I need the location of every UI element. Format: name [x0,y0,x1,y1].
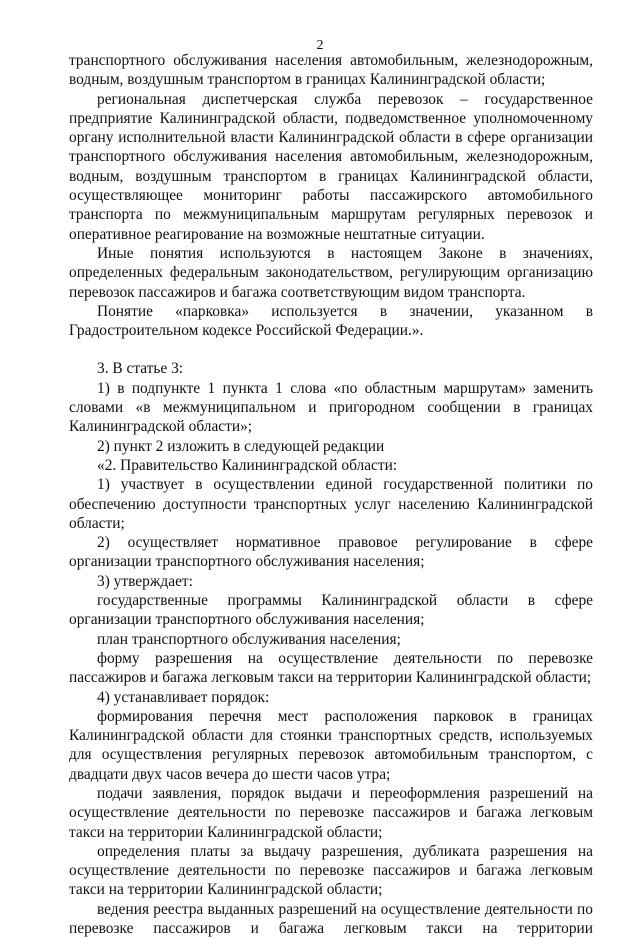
paragraph: Понятие «парковка» используется в значении, указанном в Градостроительном кодексе Российской Федерации.». [69,302,593,340]
paragraph: 1) в подпункте 1 пункта 1 слова «по областным маршрутам» заменить словами «в межмуниципальном и пригородном сообщении в границах Калининградской области»; [69,379,593,436]
paragraph: 4) устанавливает порядок: [97,688,270,706]
paragraph: транспортного обслуживания населения автомобильным, железнодорожным, водным, воздушным транспортом в границах Калининградской области; [69,52,593,89]
paragraph: «2. Правительство Калининградской области: [97,456,398,474]
paragraph: план транспортного обслуживания населения; [97,630,401,648]
document-body [69,51,593,938]
paragraph: подачи заявления, порядок выдачи и переоформления разрешений на осуществление деятельности по перевозке пассажиров и багажа легковым такси на территории Калининградской области; [69,784,593,841]
paragraph: 2) осуществляет нормативное правовое регулирование в сфере организации транспортного обслуживания населения; [69,534,593,571]
paragraph: форму разрешения на осуществление деятельности по перевозке пассажиров и багажа легковым такси на территории Калининградской области; [69,649,593,687]
paragraph: формирования перечня мест расположения парковок в границах Калининградской области для стоянки транспортных средств, используемых для осуществления регулярных перевозок автомобильным транспортом, с двадцати двух часов вечера до шести часов утра; [69,707,593,783]
page-number: 2 [316,38,324,53]
paragraph: Иные понятия используются в настоящем Законе в значениях, определенных федеральным законодательством, регулирующим организацию перевозок пассажиров и багажа соответствующим видом транспорта. [69,244,593,301]
paragraph: 2) пункт 2 изложить в следующей редакции [97,437,385,455]
paragraph: определения платы за выдачу разрешения, дубликата разрешения на осуществление деятельности по перевозке пассажиров и багажа легковым такси на территории Калининградской области; [69,842,593,899]
paragraph: 1) участвует в осуществлении единой государственной политики по обеспечению доступности транспортных услуг населению Калининградской области; [69,476,593,532]
paragraph: 3. В статье 3: [97,360,184,378]
paragraph: ведения реестра выданных разрешений на осуществление деятельности по перевозке пассажиров и багажа легковым такси на территории [69,900,593,938]
paragraph: государственные программы Калининградской области в сфере организации транспортного обслуживания населения; [69,592,593,629]
paragraph: 3) утверждает: [97,572,193,590]
paragraph: региональная диспетчерская служба перевозок – государственное предприятие Калининградской области, подведомственное уполномоченному органу исполнительной власти Калининградской области в сфере организации транспортного обслуживания населения автомобильным, железнодорожным, водным, воздушным транспортом в границах Калининградской области, осуществляющее мониторинг работы пассажирского автомобильного транспорта по межмуниципальным маршрутам регулярных перевозок и оперативное реагирование на возможные нештатные ситуации. [69,90,593,243]
